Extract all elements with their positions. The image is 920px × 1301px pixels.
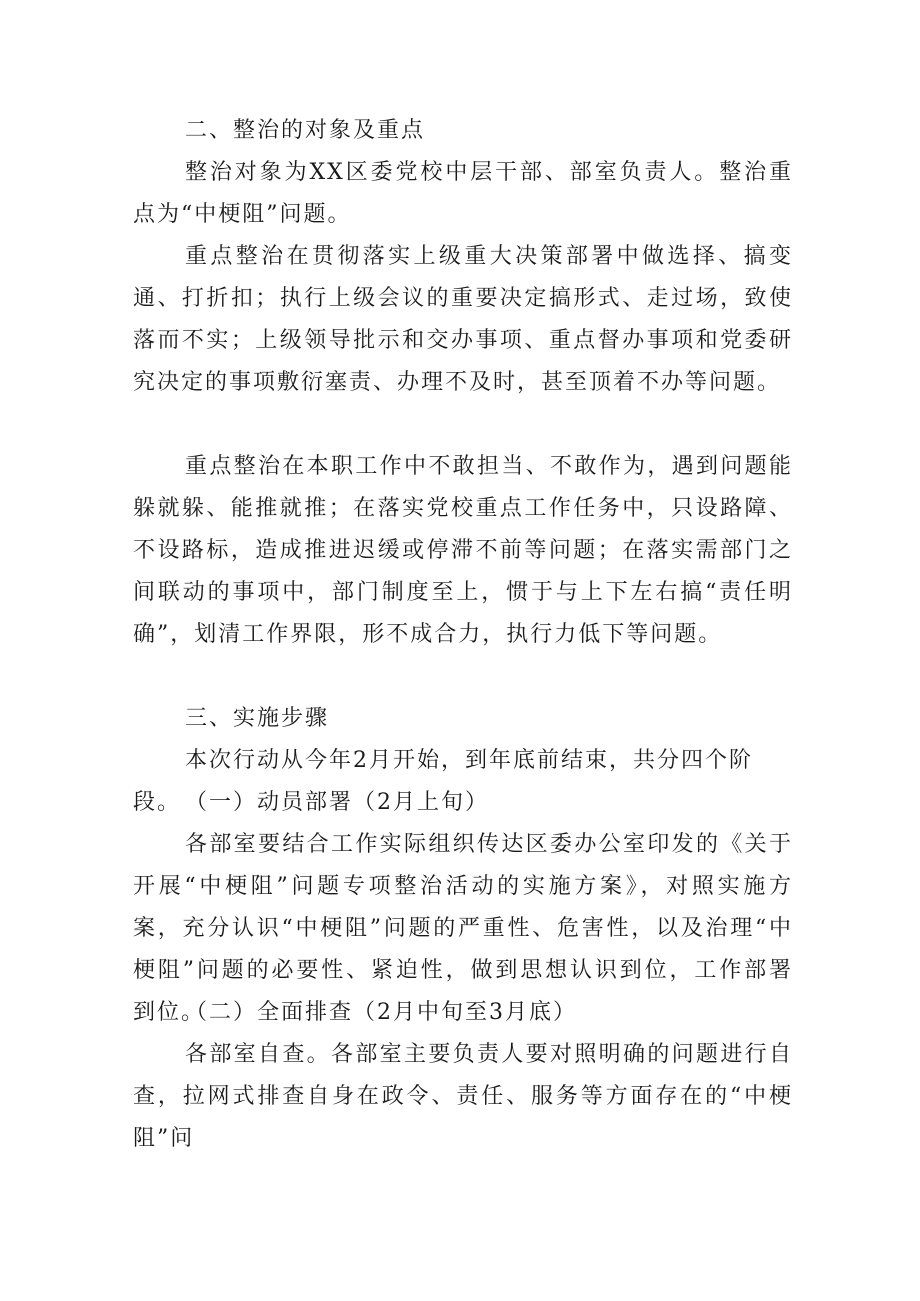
section-heading-targets: 二、整治的对象及重点 <box>185 118 426 143</box>
section-heading-steps: 三、实施步骤 <box>185 706 330 731</box>
paragraph-self-check: 各部室自查。各部室主要负责人要对照明确的问题进行自查，拉网式排查自身在政令、责任、服务等方面存在的“中梗阻”问 <box>133 1042 793 1151</box>
paragraph-targets: 整治对象为XX区委党校中层干部、部室负责人。整治重点为“中梗阻”问题。 <box>133 160 793 227</box>
subheading-mobilization: （一）动员部署（2月上旬） <box>185 790 489 815</box>
paragraph-key-issues-1: 重点整治在贯彻落实上级重大决策部署中做选择、搞变通、打折扣；执行上级会议的重要决定搞形式、走过场，致使落而不实；上级领导批示和交办事项、重点督办事项和党委研究决定的事项敷衍塞责、办理不及时，甚至顶着不办等问题。 <box>133 244 793 395</box>
paragraph-key-issues-2: 重点整治在本职工作中不敢担当、不敢作为，遇到问题能躲就躲、能推就推；在落实党校重点工作任务中，只设路障、不设路标，造成推进迟缓或停滞不前等问题；在落实需部门之间联动的事项中，部门制度至上，惯于与上下左右搞“责任明确”，划清工作界限，形不成合力，执行力低下等问题。 <box>133 454 793 647</box>
paragraph-timeline: 本次行动从今年2月开始，到年底前结束，共分四个阶段。 <box>133 748 753 815</box>
paragraph-mobilization: 各部室要结合工作实际组织传达区委办公室印发的《关于开展“中梗阻”问题专项整治活动的实施方案》，对照实施方案，充分认识“中梗阻”问题的严重性、危害性，以及治理“中梗阻”问题的必要性、紧迫性，做到思想认识到位，工作部署到位。 <box>133 832 793 1025</box>
subheading-investigation: （二）全面排查（2月中旬至3月底） <box>185 1000 577 1025</box>
